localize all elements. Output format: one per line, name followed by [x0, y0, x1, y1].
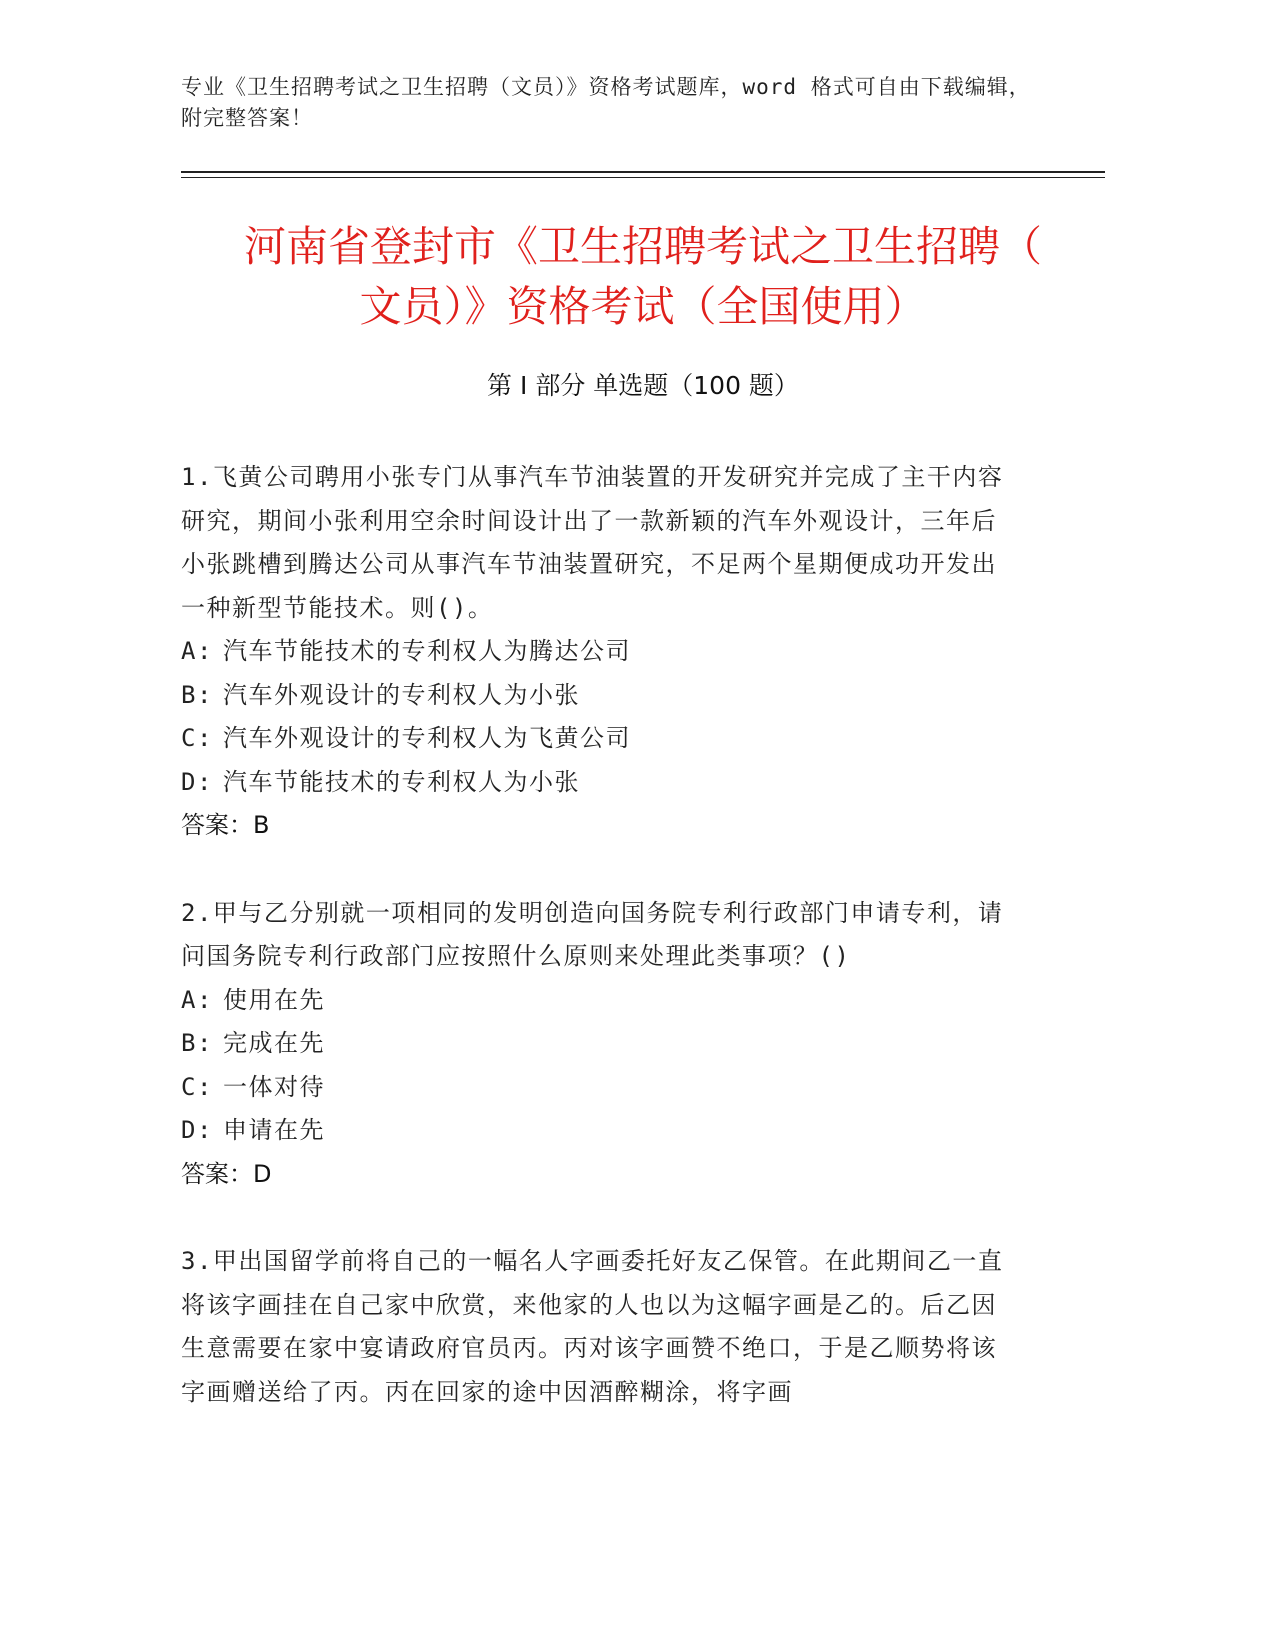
question-list [181, 456, 1021, 1458]
option-text: 汽车外观设计的专利权人为飞黄公司 [223, 724, 631, 752]
question-stem: 2.甲与乙分别就一项相同的发明创造向国务院专利行政部门申请专利，请问国务院专利行政部门应按照什么原则来处理此类事项？() [181, 898, 1004, 970]
option-a [181, 630, 1021, 674]
question-1 [181, 456, 1021, 848]
header-rule-thin [181, 177, 1105, 178]
option-d [181, 761, 1021, 805]
answer: 答案：D [181, 1159, 272, 1188]
header-note: 专业《卫生招聘考试之卫生招聘（文员）》资格考试题库，word 格式可自由下载编辑，附完整答案！ [181, 75, 1031, 130]
option-key: A: [181, 985, 213, 1014]
option-key: A: [181, 637, 213, 665]
option-c [181, 1066, 1021, 1110]
question-stem: 3.甲出国留学前将自己的一幅名人字画委托好友乙保管。在此期间乙一直将该字画挂在自己家中欣赏，来他家的人也以为这幅字画是乙的。后乙因生意需要在家中宴请政府官员丙。丙对该字画赞不绝口，于是乙顺势将该字画赠送给了丙。丙在回家的途中因酒醉糊涂，将字画 [181, 1247, 1004, 1406]
option-key: B: [181, 680, 213, 709]
option-d [181, 1109, 1021, 1153]
header-rule-thick [181, 171, 1105, 173]
option-key: C: [181, 1072, 213, 1101]
question-2 [181, 892, 1021, 1197]
option-b [181, 674, 1021, 718]
option-key: D: [181, 1116, 213, 1144]
option-b [181, 1022, 1021, 1066]
section-heading: 第 I 部分 单选题（100 题） [487, 371, 799, 400]
option-a [181, 979, 1021, 1023]
option-text: 使用在先 [223, 985, 325, 1014]
question-stem: 1.飞黄公司聘用小张专门从事汽车节油装置的开发研究并完成了主干内容研究，期间小张利用空余时间设计出了一款新颖的汽车外观设计，三年后小张跳槽到腾达公司从事汽车节油装置研究，不足两个星期便成功开发出一种新型节能技术。则()。 [181, 463, 1004, 622]
option-text: 汽车外观设计的专利权人为小张 [223, 680, 580, 709]
option-key: B: [181, 1029, 213, 1057]
document-title-line2: 文员）》资格考试（全国使用） [359, 282, 927, 331]
question-3 [181, 1240, 1021, 1414]
document-title-line1: 河南省登封市《卫生招聘考试之卫生招聘（ [243, 222, 1042, 271]
option-text: 汽车节能技术的专利权人为腾达公司 [223, 637, 631, 665]
option-key: C: [181, 724, 213, 752]
option-text: 汽车节能技术的专利权人为小张 [223, 767, 580, 796]
option-text: 完成在先 [223, 1029, 325, 1057]
option-text: 一体对待 [223, 1072, 325, 1101]
option-c [181, 717, 1021, 761]
option-key: D: [181, 767, 213, 796]
answer: 答案：B [181, 811, 270, 839]
option-text: 申请在先 [223, 1116, 325, 1144]
document-title [181, 217, 1105, 337]
